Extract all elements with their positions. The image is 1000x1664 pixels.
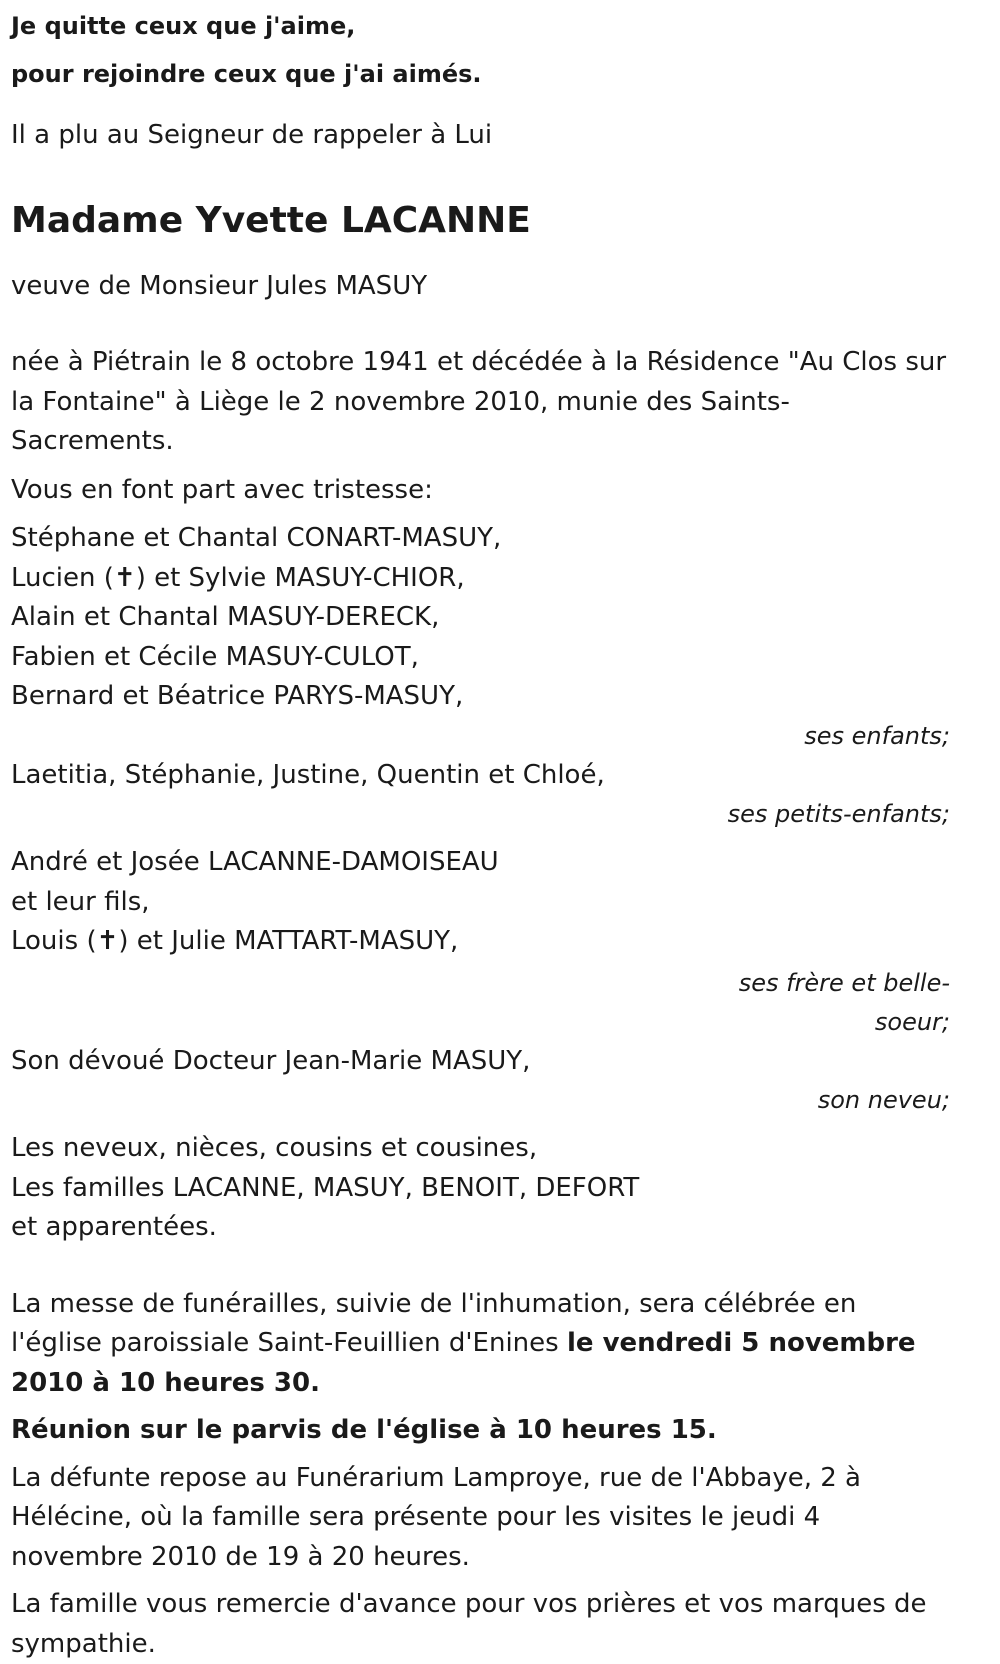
funeral-text xyxy=(11,1285,950,1404)
funeral-date: le vendredi 5 novembre 2010 à 10 heures 30. xyxy=(11,1328,916,1398)
repose-text: La défunte repose au Funérarium Lamproye, rue de l'Abbaye, 2 à Hélécine, où la famille sera présente pour les visites le jeudi 4 novembre 2010 de 19 à 20 heures. xyxy=(11,1462,861,1572)
widow-of: veuve de Monsieur Jules MASUY xyxy=(11,270,428,301)
siblings-role-line-2: soeur; xyxy=(874,1007,950,1036)
obituary-notice xyxy=(0,2,970,1664)
children-list xyxy=(11,519,950,717)
list-item: André et Josée LACANNE-DAMOISEAU xyxy=(11,847,499,877)
list-item: Alain et Chantal MASUY-DERECK, xyxy=(11,602,440,632)
list-item: Bernard et Béatrice PARYS-MASUY, xyxy=(11,681,464,711)
list-item: Les neveux, nièces, cousins et cousines, xyxy=(11,1133,538,1163)
siblings-role-line-1: ses frère et belle- xyxy=(738,968,950,997)
grandchildren-role: ses petits-enfants; xyxy=(727,800,950,828)
meeting-text: Réunion sur le parvis de l'église à 10 heures 15. xyxy=(11,1415,717,1445)
children-role: ses enfants; xyxy=(804,721,950,750)
grandchildren-list: Laetitia, Stéphanie, Justine, Quentin et Chloé, xyxy=(11,759,605,790)
thanks-text: La famille vous remercie d'avance pour vos prières et vos marques de sympathie. xyxy=(11,1589,927,1659)
nephew-role: son neveu; xyxy=(817,1086,950,1114)
nephew-text: Son dévoué Docteur Jean-Marie MASUY, xyxy=(11,1045,531,1076)
list-item: Les familles LACANNE, MASUY, BENOIT, DEFORT xyxy=(11,1172,640,1203)
intro-text: Il a plu au Seigneur de rappeler à Lui xyxy=(11,120,493,150)
list-item: Lucien (✝) et Sylvie MASUY-CHIOR, xyxy=(11,562,465,593)
epigraph-quote xyxy=(11,2,950,98)
list-item: et leur fils, xyxy=(11,886,150,917)
deceased-name: Madame Yvette LACANNE xyxy=(11,199,531,241)
list-item: et apparentées. xyxy=(11,1212,217,1242)
list-item: Fabien et Cécile MASUY-CULOT, xyxy=(11,641,419,672)
relatives-list xyxy=(11,1129,950,1248)
epigraph-line-1: Je quitte ceux que j'aime, xyxy=(11,12,356,40)
announce-text: Vous en font part avec tristesse: xyxy=(11,474,433,505)
list-item: Louis (✝) et Julie MATTART-MASUY, xyxy=(11,926,459,956)
epigraph-line-2: pour rejoindre ceux que j'ai aimés. xyxy=(11,60,482,88)
funeral-text-regular: La messe de funérailles, suivie de l'inhumation, sera célébrée en l'église paroissiale Saint-Feuillien d'Enines xyxy=(11,1288,857,1358)
list-item: Stéphane et Chantal CONART-MASUY, xyxy=(11,523,502,553)
birth-death-text: née à Piétrain le 8 octobre 1941 et décédée à la Résidence "Au Clos sur la Fontaine" à Liège le 2 novembre 2010, munie des Saints-Sacrements. xyxy=(11,347,947,456)
siblings-role xyxy=(11,964,950,1042)
siblings-list xyxy=(11,843,950,962)
